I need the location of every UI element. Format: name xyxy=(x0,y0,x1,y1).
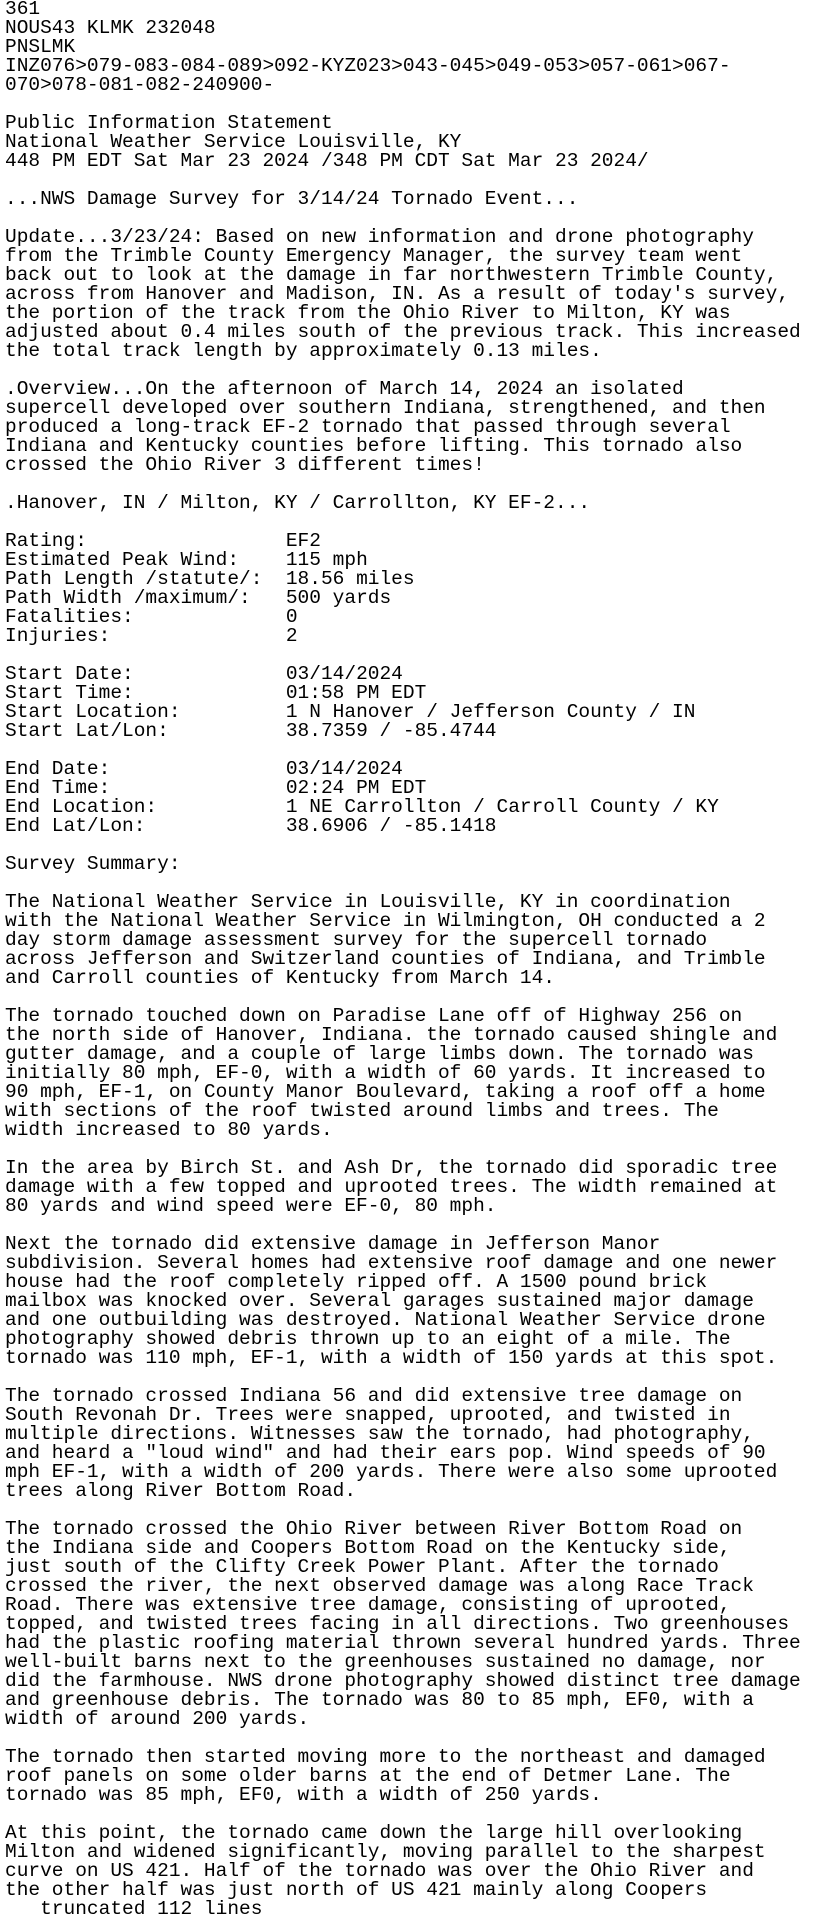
survey-paragraph-line: did the farmhouse. NWS drone photography showed distinct tree damage xyxy=(5,1670,801,1692)
start-row-value: 03/14/2024 xyxy=(285,663,403,685)
survey-paragraph-line: width of around 200 yards. xyxy=(5,1708,310,1730)
stat-row-value: 500 yards xyxy=(285,587,392,609)
end-row-value: 1 NE Carrollton / Carroll County / KY xyxy=(285,796,719,818)
survey-paragraph-line: mailbox was knocked over. Several garages sustained major damage xyxy=(5,1290,754,1312)
survey-paragraph-line: just south of the Clifty Creek Power Plant. After the tornado xyxy=(5,1556,719,1578)
survey-paragraph-line: across Jefferson and Switzerland counties of Indiana, and Trimble xyxy=(5,948,766,970)
survey-paragraph-line: and heard a "loud wind" and had their ears pop. Wind speeds of 90 xyxy=(5,1442,766,1464)
survey-paragraph-line: the other half was just north of US 421 mainly along Coopers xyxy=(5,1879,708,1901)
stat-row-value: 0 xyxy=(285,606,298,628)
survey-paragraph-line: curve on US 421. Half of the tornado was over the Ohio River and xyxy=(5,1860,754,1882)
overview-line: crossed the Ohio River 3 different times! xyxy=(5,454,485,476)
survey-paragraph-line: and one outbuilding was destroyed. National Weather Service drone xyxy=(5,1309,766,1331)
stat-row-label: Fatalities: xyxy=(5,606,286,628)
survey-paragraph-line: 90 mph, EF-1, on County Manor Boulevard, taking a roof off a home xyxy=(5,1081,766,1103)
survey-paragraph-line: crossed the river, the next observed damage was along Race Track xyxy=(5,1575,754,1597)
survey-paragraph-line: tornado was 85 mph, EF0, with a width of 250 yards. xyxy=(5,1784,602,1806)
survey-paragraph-line: well-built barns next to the greenhouses sustained no damage, nor xyxy=(5,1651,766,1673)
end-row-label: End Lat/Lon: xyxy=(5,815,286,837)
overview-line: produced a long-track EF-2 tornado that passed through several xyxy=(5,416,731,438)
update-line: from the Trimble County Emergency Manager, the survey team went xyxy=(5,245,743,267)
survey-paragraph-line: had the plastic roofing material thrown several hundred yards. Three xyxy=(5,1632,801,1654)
survey-paragraph-line: At this point, the tornado came down the large hill overlooking xyxy=(5,1822,743,1844)
product-header-line: NOUS43 KLMK 232048 xyxy=(5,17,216,39)
survey-paragraph-line: trees along River Bottom Road. xyxy=(5,1480,357,1502)
overview-line: .Overview...On the afternoon of March 14, 2024 an isolated xyxy=(5,378,684,400)
start-row xyxy=(5,722,825,741)
start-row-label: Start Date: xyxy=(5,663,286,685)
survey-paragraph-line: photography showed debris thrown up to an eight of a mile. The xyxy=(5,1328,731,1350)
end-row-value: 03/14/2024 xyxy=(285,758,403,780)
update-line: the portion of the track from the Ohio River to Milton, KY was xyxy=(5,302,731,324)
survey-paragraph-line: mph EF-1, with a width of 200 yards. There were also some uprooted xyxy=(5,1461,778,1483)
survey-paragraph-line: day storm damage assessment survey for the supercell tornado xyxy=(5,929,708,951)
overview-line: Indiana and Kentucky counties before lifting. This tornado also xyxy=(5,435,743,457)
survey-paragraph-line: roof panels on some older barns at the end of Detmer Lane. The xyxy=(5,1765,731,1787)
update-line: adjusted about 0.4 miles south of the previous track. This increased xyxy=(5,321,801,343)
survey-paragraph-line: the north side of Hanover, Indiana. the tornado caused shingle and xyxy=(5,1024,778,1046)
update-line: back out to look at the damage in far northwestern Trimble County, xyxy=(5,264,778,286)
survey-paragraph-line: The tornado touched down on Paradise Lane off of Highway 256 on xyxy=(5,1005,743,1027)
stat-row-label: Path Length /statute/: xyxy=(5,568,286,590)
survey-paragraph-line: multiple directions. Witnesses saw the tornado, had photography, xyxy=(5,1423,754,1445)
update-line: Update...3/23/24: Based on new information and drone photography xyxy=(5,226,754,248)
product-header-line: 070>078-081-082-240900- xyxy=(5,74,275,96)
survey-paragraph-line: The tornado crossed Indiana 56 and did extensive tree damage on xyxy=(5,1385,743,1407)
end-row-value: 38.6906 / -85.1418 xyxy=(285,815,497,837)
product-header-line: PNSLMK xyxy=(5,36,76,58)
start-row-label: Start Time: xyxy=(5,682,286,704)
survey-paragraph-line: house had the roof completely ripped off. A 1500 pound brick xyxy=(5,1271,708,1293)
truncation-note: truncated 112 lines xyxy=(5,1898,263,1920)
survey-paragraph-line: damage with a few topped and uprooted trees. The width remained at xyxy=(5,1176,778,1198)
stat-row-value: EF2 xyxy=(285,530,321,552)
survey-paragraph-line: Next the tornado did extensive damage in Jefferson Manor xyxy=(5,1233,661,1255)
product-header-line: INZ076>079-083-084-089>092-KYZ023>043-045>049-053>057-061>067- xyxy=(5,55,731,77)
survey-paragraph-line: gutter damage, and a couple of large limbs down. The tornado was xyxy=(5,1043,754,1065)
survey-paragraph-line: The National Weather Service in Louisville, KY in coordination xyxy=(5,891,731,913)
survey-paragraph-line: Milton and widened significantly, moving parallel to the sharpest xyxy=(5,1841,766,1863)
statement-header-line: National Weather Service Louisville, KY xyxy=(5,131,462,153)
stat-row xyxy=(5,627,825,646)
survey-paragraph-line: and greenhouse debris. The tornado was 80 to 85 mph, EF0, with a xyxy=(5,1689,754,1711)
survey-paragraph-line: In the area by Birch St. and Ash Dr, the tornado did sporadic tree xyxy=(5,1157,778,1179)
start-row-value: 1 N Hanover / Jefferson County / IN xyxy=(285,701,696,723)
survey-paragraph-line: Road. There was extensive tree damage, consisting of uprooted, xyxy=(5,1594,731,1616)
statement-header-line: Public Information Statement xyxy=(5,112,333,134)
survey-paragraph-line: tornado was 110 mph, EF-1, with a width of 150 yards at this spot. xyxy=(5,1347,778,1369)
stat-row-value: 115 mph xyxy=(285,549,368,571)
survey-paragraph-line: initially 80 mph, EF-0, with a width of 60 yards. It increased to xyxy=(5,1062,766,1084)
survey-paragraph-line: South Revonah Dr. Trees were snapped, uprooted, and twisted in xyxy=(5,1404,731,1426)
end-row-label: End Location: xyxy=(5,796,286,818)
start-row-label: Start Location: xyxy=(5,701,286,723)
survey-paragraph-line: width increased to 80 yards. xyxy=(5,1119,333,1141)
start-row-value: 01:58 PM EDT xyxy=(285,682,427,704)
survey-paragraph-line: 80 yards and wind speed were EF-0, 80 mph. xyxy=(5,1195,497,1217)
survey-paragraph-line: topped, and twisted trees facing in all directions. Two greenhouses xyxy=(5,1613,790,1635)
start-row-label: Start Lat/Lon: xyxy=(5,720,286,742)
stat-row-label: Rating: xyxy=(5,530,286,552)
headline: ...NWS Damage Survey for 3/14/24 Tornado Event... xyxy=(5,188,579,210)
end-row-label: End Date: xyxy=(5,758,286,780)
survey-summary-label: Survey Summary: xyxy=(5,853,181,875)
event-title: .Hanover, IN / Milton, KY / Carrollton, KY EF-2... xyxy=(5,492,591,514)
start-row-value: 38.7359 / -85.4744 xyxy=(285,720,497,742)
survey-paragraph-line: The tornado then started moving more to the northeast and damaged xyxy=(5,1746,766,1768)
survey-paragraph-line: with the National Weather Service in Wilmington, OH conducted a 2 xyxy=(5,910,766,932)
update-line: the total track length by approximately 0.13 miles. xyxy=(5,340,602,362)
survey-paragraph-line: The tornado crossed the Ohio River between River Bottom Road on xyxy=(5,1518,743,1540)
survey-paragraph-line: subdivision. Several homes had extensive roof damage and one newer xyxy=(5,1252,778,1274)
survey-paragraph-line: the Indiana side and Coopers Bottom Road on the Kentucky side, xyxy=(5,1537,731,1559)
product-header-line: 361 xyxy=(5,0,41,20)
end-row-label: End Time: xyxy=(5,777,286,799)
stat-row-label: Estimated Peak Wind: xyxy=(5,549,286,571)
end-row xyxy=(5,817,825,836)
end-row-value: 02:24 PM EDT xyxy=(285,777,427,799)
stat-row-value: 2 xyxy=(285,625,298,647)
overview-line: supercell developed over southern Indiana, strengthened, and then xyxy=(5,397,766,419)
stat-row-label: Path Width /maximum/: xyxy=(5,587,286,609)
survey-paragraph-line: with sections of the roof twisted around limbs and trees. The xyxy=(5,1100,719,1122)
stat-row-value: 18.56 miles xyxy=(285,568,415,590)
survey-paragraph-line: and Carroll counties of Kentucky from March 14. xyxy=(5,967,555,989)
stat-row-label: Injuries: xyxy=(5,625,286,647)
statement-header-line: 448 PM EDT Sat Mar 23 2024 /348 PM CDT Sat Mar 23 2024/ xyxy=(5,150,649,172)
update-line: across from Hanover and Madison, IN. As a result of today's survey, xyxy=(5,283,790,305)
